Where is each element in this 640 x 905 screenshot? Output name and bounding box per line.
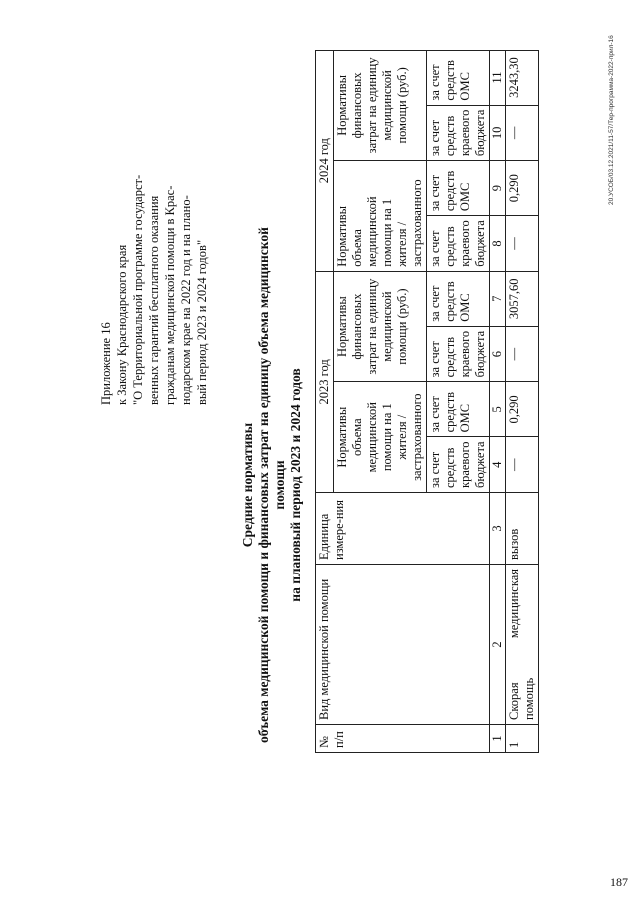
value-volume-2024-oms: 0,290 bbox=[506, 161, 539, 216]
row-number: 1 bbox=[506, 725, 539, 753]
header-source-oms: за счет средств ОМС bbox=[427, 271, 490, 326]
appendix-line: к Закону Краснодарского края bbox=[115, 244, 129, 405]
column-number: 7 bbox=[490, 271, 506, 326]
document-heading bbox=[240, 205, 304, 765]
column-number: 10 bbox=[490, 105, 506, 161]
row-unit: вызов bbox=[506, 493, 539, 565]
header-unit: Единица измере-ния bbox=[316, 493, 490, 565]
header-source-oms: за счет средств ОМС bbox=[427, 50, 490, 105]
value-cost-2024-oms: 3243,30 bbox=[506, 50, 539, 105]
value-volume-2023-budget: — bbox=[506, 437, 539, 493]
column-number: 3 bbox=[490, 493, 506, 565]
header-num: № п/п bbox=[316, 725, 490, 753]
column-number: 6 bbox=[490, 326, 506, 382]
header-volume-norm-2023: Нормативы объема медицинской помощи на 1 жителя / застрахованного bbox=[334, 382, 427, 493]
value-volume-2023-oms: 0,290 bbox=[506, 382, 539, 437]
row-care-kind: Скорая медицинская помощь bbox=[506, 565, 539, 725]
footer-file-reference: 20.УСОБ/03.12.2021/11-57/Тер-программа-2022-прил-16 bbox=[608, 35, 615, 205]
column-number: 4 bbox=[490, 437, 506, 493]
appendix-line: венных гарантий бесплатного оказания bbox=[147, 195, 161, 405]
heading-period: на плановый период 2023 и 2024 годов bbox=[288, 368, 303, 602]
appendix-line: нодарском крае на 2022 год и на плано- bbox=[179, 195, 193, 405]
header-source-budget: за счет средств краевого бюджета bbox=[427, 326, 490, 382]
header-year-2023: 2023 год bbox=[316, 271, 334, 492]
header-cost-norm-2024: Нормативы финансовых затрат на единицу медицинской помощи (руб.) bbox=[334, 50, 427, 161]
header-year-2024: 2024 год bbox=[316, 50, 334, 271]
heading-title: Средние нормативы bbox=[240, 422, 255, 548]
header-source-budget: за счет средств краевого бюджета bbox=[427, 216, 490, 272]
header-source-oms: за счет средств ОМС bbox=[427, 161, 490, 216]
header-kind: Вид медицинской помощи bbox=[316, 565, 490, 725]
column-number: 5 bbox=[490, 382, 506, 437]
appendix-line: вый период 2023 и 2024 годов" bbox=[195, 239, 209, 405]
value-cost-2023-oms: 3057,60 bbox=[506, 271, 539, 326]
column-number: 1 bbox=[490, 725, 506, 753]
header-volume-norm-2024: Нормативы объема медицинской помощи на 1 жителя / застрахованного bbox=[334, 161, 427, 272]
value-volume-2024-budget: — bbox=[506, 216, 539, 272]
page-number: 187 bbox=[610, 875, 628, 889]
value-cost-2024-budget: — bbox=[506, 105, 539, 161]
value-cost-2023-budget: — bbox=[506, 326, 539, 382]
header-source-budget: за счет средств краевого бюджета bbox=[427, 437, 490, 493]
header-source-budget: за счет средств краевого бюджета bbox=[427, 105, 490, 161]
column-number: 2 bbox=[490, 565, 506, 725]
table-row bbox=[506, 50, 539, 752]
column-number: 9 bbox=[490, 161, 506, 216]
heading-subtitle: объема медицинской помощи и финансовых затрат на единицу объема медицинской помощи bbox=[256, 227, 287, 743]
appendix-line: Приложение 16 bbox=[99, 322, 113, 405]
header-source-oms: за счет средств ОМС bbox=[427, 382, 490, 437]
column-number: 8 bbox=[490, 216, 506, 272]
column-number-row bbox=[490, 50, 506, 752]
header-cost-norm-2023: Нормативы финансовых затрат на единицу медицинской помощи (руб.) bbox=[334, 271, 427, 382]
appendix-note bbox=[98, 105, 210, 405]
norms-table bbox=[315, 50, 539, 753]
appendix-line: гражданам медицинской помощи в Крас- bbox=[163, 185, 177, 405]
column-number: 11 bbox=[490, 50, 506, 105]
appendix-line: "О Территориальной программе государст- bbox=[131, 174, 145, 405]
